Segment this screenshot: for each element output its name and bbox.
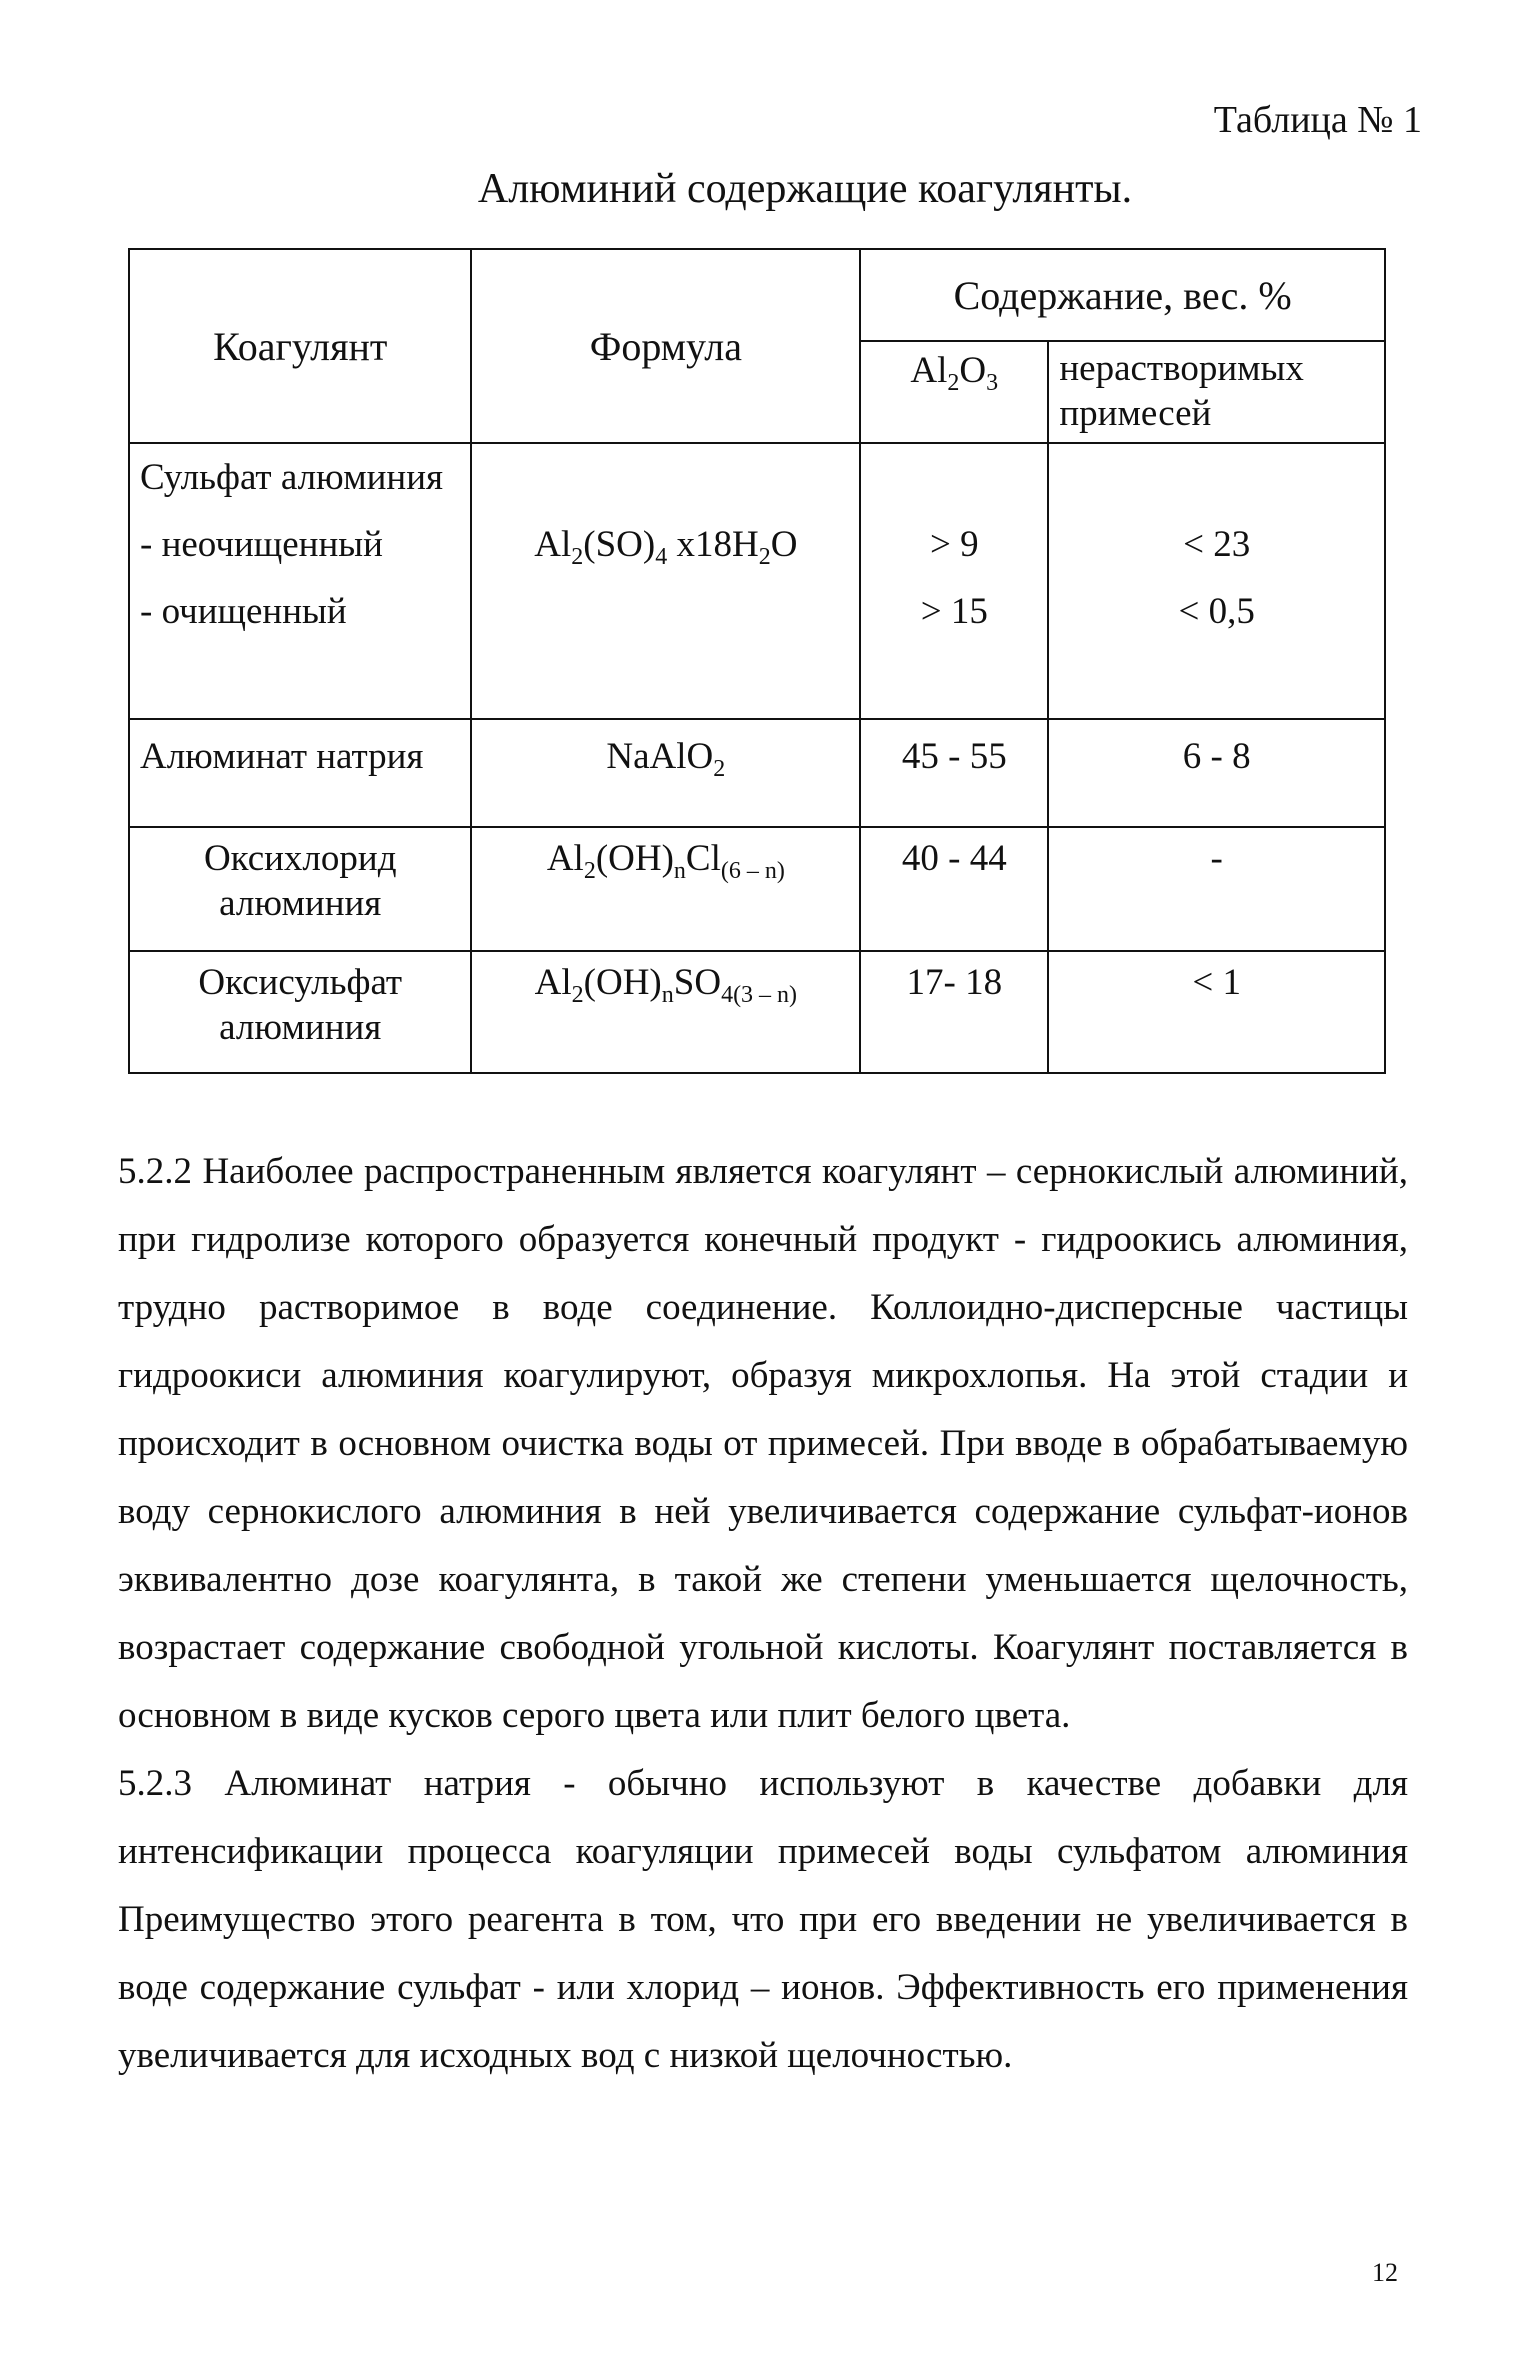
header-coagulant: Коагулянт — [129, 249, 471, 443]
header-al2o3: $Al_2O_3$ — [860, 341, 1048, 443]
row-name: Оксисульфат алюминия — [129, 951, 471, 1073]
table-row — [129, 827, 1385, 951]
row-formula: $Al_2(SO)_4$ $x18H_2O$ — [471, 443, 860, 719]
row-al2o3: 17- 18 — [860, 951, 1048, 1073]
row-formula: NaAlO$_2$ — [471, 719, 860, 827]
row-formula: $Al_2(OH)_nSO_{4(3 - n)}$ — [471, 951, 860, 1073]
row-al2o3: 45 - 55 — [860, 719, 1048, 827]
row-name: Сульфат алюминия - неочищенный - очищенный — [129, 443, 471, 719]
page-number: 12 — [1372, 2258, 1398, 2287]
paragraph-5-2-2: 5.2.2 Наиболее распространенным является коагулянт – сернокислый алюминий, при гидролизе которого образуется конечный продукт - гидроокись алюминия, трудно растворимое в воде соединение. Коллоидно-дисперсные частицы гидроокиси алюминия коагулируют, образуя микрохлопья. На этой стадии и происходит в основном очистка воды от примесей. При вводе в обрабатываемую воду сернокислого алюминия в ней увеличивается содержание сульфат-ионов эквивалентно дозе коагулянта, в такой же степени уменьшается щелочность, возрастает содержание свободной угольной кислоты. Коагулянт поставляется в основном в виде кусков серого цвета или плит белого цвета. — [118, 1151, 1408, 1736]
row-insoluble: < 1 — [1048, 951, 1385, 1073]
table-row — [129, 443, 1385, 719]
row-al2o3: 40 - 44 — [860, 827, 1048, 951]
row-al2o3: > 9 > 15 — [860, 443, 1048, 719]
coagulants-table — [128, 248, 1386, 1074]
body-text — [118, 1138, 1408, 2090]
table-number: Таблица № 1 — [1213, 99, 1422, 141]
row-formula: $Al_2(OH)_nCl_{(6 - n)}$ — [471, 827, 860, 951]
table-row — [129, 951, 1385, 1073]
header-content: Содержание, вес. % — [860, 249, 1385, 341]
row-name: Оксихлорид алюминия — [129, 827, 471, 951]
row-insoluble: 6 - 8 — [1048, 719, 1385, 827]
header-formula: Формула — [471, 249, 860, 443]
row-insoluble: - — [1048, 827, 1385, 951]
row-insoluble: < 23 < 0,5 — [1048, 443, 1385, 719]
header-insoluble: нерастворимых примесей — [1048, 341, 1385, 443]
table-title: Алюминий содержащие коагулянты. — [477, 166, 1133, 212]
row-name: Алюминат натрия — [129, 719, 471, 827]
table-row — [129, 719, 1385, 827]
paragraph-5-2-3: 5.2.3 Алюминат натрия - обычно используют в качестве добавки для интенсификации процесса коагуляции примесей воды сульфатом алюминия Преимущество этого реагента в том, что при его введении не увеличивается в воде содержание сульфат - или хлорид – ионов. Эффективность его применения увеличивается для исходных вод с низкой щелочностью. — [118, 1763, 1408, 2076]
